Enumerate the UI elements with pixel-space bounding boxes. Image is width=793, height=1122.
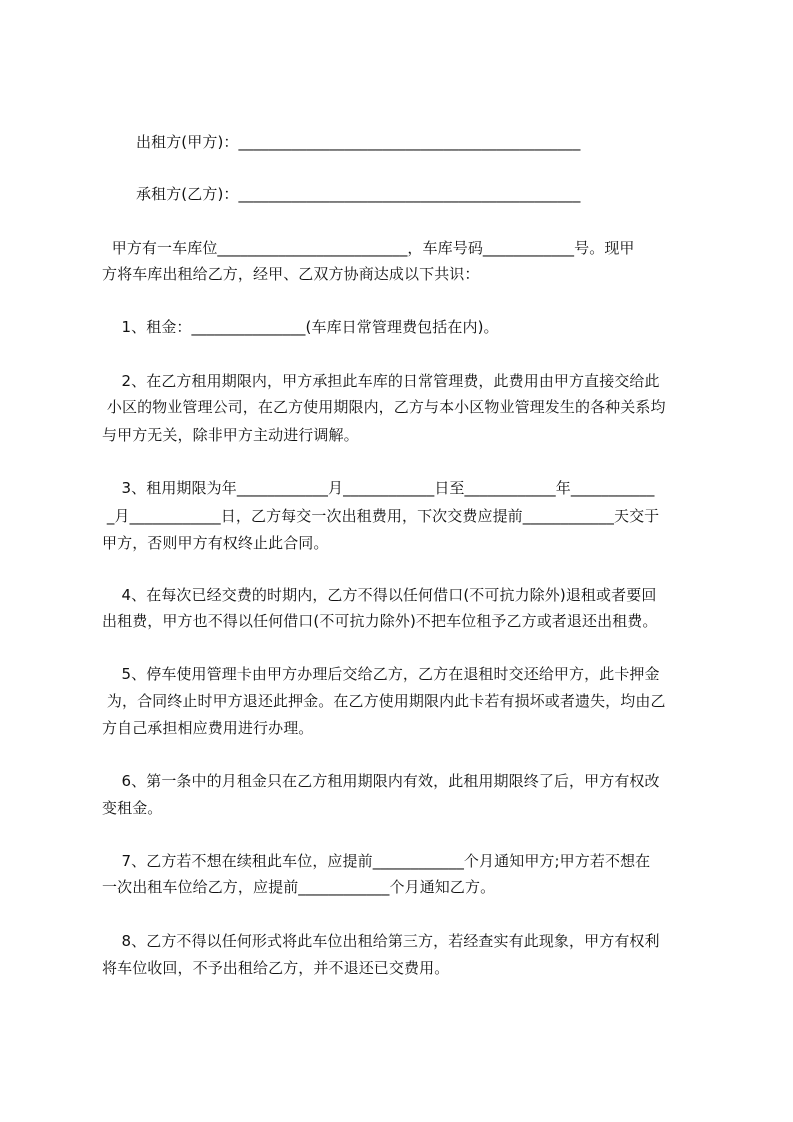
clause-5-line-2: 为，合同终止时甲方退还此押金。在乙方使用期限内此卡若有损坏或者遗失，均由乙 — [102, 692, 666, 710]
clause-8-line-1: 8、乙方不得以任何形式将此车位出租给第三方，若经查实有此现象，甲方有权利 — [102, 932, 660, 950]
clause-1-line-1: 1、租金：_______________(车库日常管理费包括在内)。 — [102, 318, 499, 336]
clause-6-line-1: 6、第一条中的月租金只在乙方租用期限内有效，此租用期限终了后，甲方有权改 — [102, 772, 660, 790]
clause-2-line-3: 与甲方无关，除非甲方主动进行调解。 — [102, 426, 359, 444]
clause-5-line-3: 方自己承担相应费用进行办理。 — [102, 719, 314, 737]
intro-line-1: 甲方有一车库位_________________________，车库号码____________号。现甲 — [102, 239, 635, 257]
clause-7-line-1: 7、乙方若不想在续租此车位，应提前____________个月通知甲方;甲方若不想在 — [102, 852, 651, 870]
clause-5-line-1: 5、停车使用管理卡由甲方办理后交给乙方，乙方在退租时交还给甲方，此卡押金 — [102, 665, 660, 683]
clause-4-line-1: 4、在每次已经交费的时期内，乙方不得以任何借口(不可抗力除外)退租或者要回 — [102, 586, 657, 604]
clause-8-line-2: 将车位收回，不予出租给乙方，并不退还已交费用。 — [102, 959, 450, 977]
clause-3-line-3: 甲方，否则甲方有权终止此合同。 — [102, 534, 329, 552]
clause-4-line-2: 出租费，甲方也不得以任何借口(不可抗力除外)不把车位租予乙方或者退还出租费。 — [102, 612, 658, 630]
clause-7-line-2: 一次出租车位给乙方，应提前____________个月通知乙方。 — [102, 878, 496, 896]
clause-3-line-1: 3、租用期限为年____________月____________日至____________年___________ — [102, 479, 655, 497]
lessee-line: 承租方(乙方)：_____________________________________________ — [136, 185, 581, 203]
clause-3-line-2: _月____________日，乙方每交一次出租费用，下次交费应提前____________天交于 — [102, 507, 660, 525]
clause-2-line-1: 2、在乙方租用期限内，甲方承担此车库的日常管理费，此费用由甲方直接交给此 — [102, 372, 660, 390]
clause-2-line-2: 小区的物业管理公司，在乙方使用期限内，乙方与本小区物业管理发生的各种关系均 — [102, 398, 666, 416]
clause-6-line-2: 变租金。 — [102, 799, 163, 817]
lessor-line: 出租方(甲方)：_____________________________________________ — [136, 133, 581, 151]
intro-line-2: 方将车库出租给乙方，经甲、乙双方协商达成以下共识： — [102, 265, 480, 283]
